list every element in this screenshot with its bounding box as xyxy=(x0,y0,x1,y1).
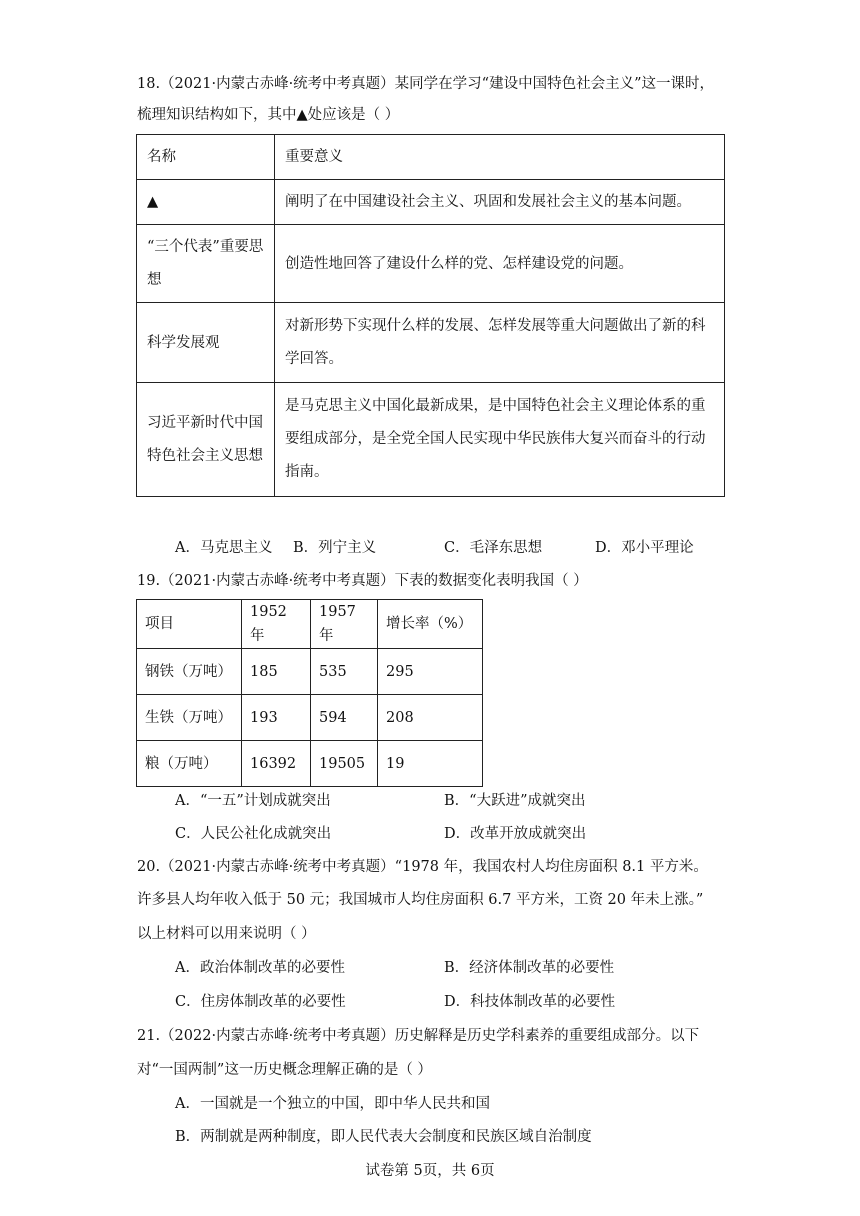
q21-stem-line1: 21.（2022·内蒙古赤峰·统考中考真题）历史解释是历史学科素养的重要组成部分。以下 xyxy=(137,1028,700,1044)
q19-header-1952: 1952 年 xyxy=(242,600,311,649)
table-row xyxy=(137,303,725,383)
table-row xyxy=(137,741,483,787)
q18-stem-line2: 梳理知识结构如下，其中▲处应该是（ ） xyxy=(137,107,400,123)
q19-option-a[interactable]: A．“一五”计划成就突出 xyxy=(175,793,331,809)
q19-cell: 535 xyxy=(311,649,378,695)
q21-option-b[interactable]: B．两制就是两种制度，即人民代表大会制度和民族区域自治制度 xyxy=(175,1129,592,1145)
q19-header-1957: 1957 年 xyxy=(311,600,378,649)
q19-cell: 185 xyxy=(242,649,311,695)
q18-cell-name: 科学发展观 xyxy=(137,303,275,383)
q18-cell-name: “三个代表”重要思想 xyxy=(137,225,275,303)
table-row xyxy=(137,180,725,225)
q19-option-d[interactable]: D．改革开放成就突出 xyxy=(444,826,587,842)
table-row xyxy=(137,225,725,303)
q20-option-c[interactable]: C．住房体制改革的必要性 xyxy=(175,994,346,1010)
q20-stem-line2: 许多县人均年收入低于 50 元；我国城市人均住房面积 6.7 平方米，工资 20 年未上涨。” xyxy=(137,892,704,908)
q19-cell: 钢铁（万吨） xyxy=(137,649,242,695)
q21-option-a[interactable]: A．一国就是一个独立的中国，即中华人民共和国 xyxy=(175,1096,490,1112)
q18-header-meaning: 重要意义 xyxy=(275,135,725,180)
q18-cell-name: 习近平新时代中国特色社会主义思想 xyxy=(137,383,275,497)
q18-table xyxy=(136,134,725,497)
q18-option-d[interactable]: D．邓小平理论 xyxy=(595,540,694,556)
table-row xyxy=(137,135,725,180)
q18-cell-meaning: 阐明了在中国建设社会主义、巩固和发展社会主义的基本问题。 xyxy=(275,180,725,225)
q19-option-c[interactable]: C．人民公社化成就突出 xyxy=(175,826,332,842)
table-row xyxy=(137,649,483,695)
table-row xyxy=(137,383,725,497)
q21-stem-line2: 对“一国两制”这一历史概念理解正确的是（ ） xyxy=(137,1062,432,1078)
q19-table xyxy=(136,599,483,787)
q19-header-growth: 增长率（%） xyxy=(378,600,483,649)
q18-cell-meaning: 对新形势下实现什么样的发展、怎样发展等重大问题做出了新的科学回答。 xyxy=(275,303,725,383)
q20-stem-line1: 20.（2021·内蒙古赤峰·统考中考真题）“1978 年，我国农村人均住房面积 8.1 平方米。 xyxy=(137,859,708,875)
q19-cell: 208 xyxy=(378,695,483,741)
q19-header-item: 项目 xyxy=(137,600,242,649)
q18-option-b[interactable]: B．列宁主义 xyxy=(293,540,377,556)
q18-option-a[interactable]: A．马克思主义 xyxy=(175,540,273,556)
q19-cell: 295 xyxy=(378,649,483,695)
q18-cell-meaning: 创造性地回答了建设什么样的党、怎样建设党的问题。 xyxy=(275,225,725,303)
q18-cell-name: ▲ xyxy=(137,180,275,225)
q18-stem-line1: 18.（2021·内蒙古赤峰·统考中考真题）某同学在学习“建设中国特色社会主义”这一课时， xyxy=(137,76,715,92)
q20-option-a[interactable]: A．政治体制改革的必要性 xyxy=(175,960,345,976)
q20-option-d[interactable]: D．科技体制改革的必要性 xyxy=(444,994,616,1010)
table-row xyxy=(137,695,483,741)
q19-cell: 生铁（万吨） xyxy=(137,695,242,741)
q19-cell: 594 xyxy=(311,695,378,741)
page-footer: 试卷第 5页，共 6页 xyxy=(365,1163,495,1179)
q19-stem-line1: 19.（2021·内蒙古赤峰·统考中考真题）下表的数据变化表明我国（ ） xyxy=(137,573,588,589)
table-row xyxy=(137,600,483,649)
q19-cell: 19 xyxy=(378,741,483,787)
q20-stem-line3: 以上材料可以用来说明（ ） xyxy=(137,926,316,942)
q19-cell: 193 xyxy=(242,695,311,741)
q19-cell: 19505 xyxy=(311,741,378,787)
q18-cell-meaning: 是马克思主义中国化最新成果，是中国特色社会主义理论体系的重要组成部分，是全党全国人民实现中华民族伟大复兴而奋斗的行动指南。 xyxy=(275,383,725,497)
q19-cell: 16392 xyxy=(242,741,311,787)
q19-cell: 粮（万吨） xyxy=(137,741,242,787)
q18-header-name: 名称 xyxy=(137,135,275,180)
q18-option-c[interactable]: C．毛泽东思想 xyxy=(444,540,543,556)
q20-option-b[interactable]: B．经济体制改革的必要性 xyxy=(444,960,615,976)
q19-option-b[interactable]: B．“大跃进”成就突出 xyxy=(444,793,586,809)
